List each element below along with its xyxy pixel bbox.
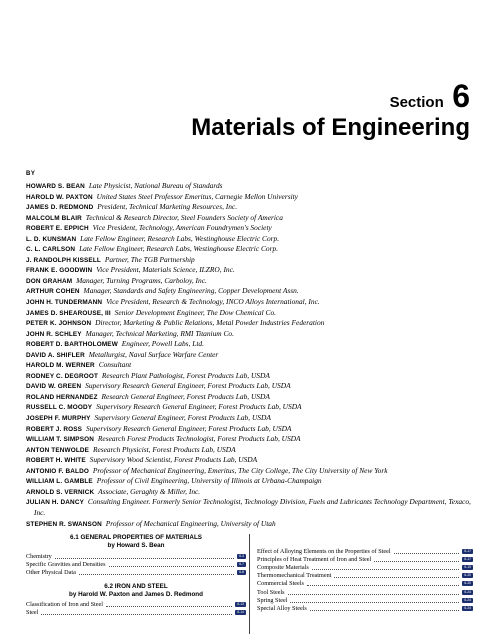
- contributor-name: JAMES D. REDMOND: [26, 204, 94, 212]
- contributor-name: DON GRAHAM: [26, 277, 73, 285]
- contributor-role: Professor of Mechanical Engineering, University of Utah: [105, 518, 276, 528]
- contributor-entry: [26, 255, 476, 266]
- page-link-button[interactable]: 6-14: [237, 610, 244, 615]
- toc-entry-label: Other Physical Data: [26, 568, 76, 576]
- contributor-role: Manager, Technical Marketing, RMI Titanium Co.: [85, 328, 234, 338]
- contributor-role: Late Fellow Engineer, Research Labs, Westinghouse Electric Corp.: [80, 233, 280, 243]
- contributor-entry: [26, 402, 476, 413]
- contributor-name: MALCOLM BLAIR: [26, 214, 82, 222]
- toc-entry[interactable]: [26, 560, 246, 568]
- contributor-role: Research General Engineer, Forest Products Lab, USDA: [101, 391, 270, 401]
- dot-leader: [307, 581, 459, 586]
- contributor-entry: [26, 476, 476, 487]
- contributor-name: DAVID A. SHIFLER: [26, 351, 85, 359]
- page-link-button[interactable]: 6-13: [237, 602, 244, 607]
- toc-entry-label: Steel: [26, 609, 39, 617]
- contributor-entry: [26, 265, 476, 276]
- contributor-role: Metallurgist, Naval Surface Warfare Center: [88, 349, 219, 359]
- contributor-role: Consultant: [98, 360, 132, 370]
- contributor-entry: [26, 308, 476, 319]
- section-label: Section: [389, 94, 444, 111]
- contributor-role: Professor of Civil Engineering, University of Illinois at Urbana-Champaign: [96, 476, 322, 486]
- contributor-entry: [26, 371, 476, 382]
- contributor-entry: [26, 381, 476, 392]
- contributor-entry: [26, 329, 476, 340]
- toc-entry-label: Effect of Alloying Elements on the Properties of Steel: [257, 547, 391, 555]
- contributor-name: L. D. KUNSMAN: [26, 235, 77, 243]
- contributor-name: ROBERT H. WHITE: [26, 457, 86, 465]
- toc-entry[interactable]: [26, 552, 246, 560]
- toc-entry[interactable]: [26, 601, 246, 609]
- contributor-role: Director, Marketing & Public Relations, Metal Powder Industries Federation: [95, 318, 325, 328]
- toc-section-heading: 6.1 GENERAL PROPERTIES OF MATERIALS: [69, 534, 203, 541]
- contributor-role: Technical & Research Director, Steel Founders Society of America: [85, 212, 283, 222]
- contributor-role: Professor of Mechanical Engineering, Emeritus, The City College, The City University of New York: [92, 465, 388, 475]
- contributor-entry: [26, 192, 476, 203]
- contributor-entry: [26, 360, 476, 371]
- by-label: BY: [26, 171, 36, 177]
- contributor-name: JOSEPH F. MURPHY: [26, 415, 91, 423]
- contributor-name: JAMES D. SHEAROUSE, III: [26, 309, 111, 317]
- toc-entry-label: Specific Gravities and Densities: [26, 560, 106, 568]
- contributor-role: Late Fellow Engineer, Research Labs, Westinghouse Electric Corp.: [79, 244, 279, 254]
- contributor-entry: [26, 424, 476, 435]
- contributor-entry: [26, 519, 476, 530]
- contributor-entry: [26, 213, 476, 224]
- dot-leader: [394, 549, 460, 554]
- toc-entry-label: Tool Steels: [257, 588, 285, 596]
- contributor-role: Supervisory General Engineer, Forest Products Lab, USDA: [94, 413, 271, 423]
- toc-entries: [26, 552, 246, 577]
- page-link-button[interactable]: 6-3: [239, 553, 244, 558]
- contributor-name: WILLIAM L. GAMBLE: [26, 478, 93, 486]
- contributor-role: Research Plant Pathologist, Forest Products Lab, USDA: [101, 370, 270, 380]
- dot-leader: [290, 598, 459, 603]
- page-link-button[interactable]: 6-20: [464, 581, 471, 586]
- contributor-name: JOHN R. SCHLEY: [26, 330, 82, 338]
- section-heading: [390, 78, 470, 115]
- page-link-button[interactable]: 6-24: [464, 597, 471, 602]
- contributor-role: Research Physicist, Forest Products Lab, USDA: [92, 444, 236, 454]
- toc-entry-label: Commercial Steels: [257, 580, 304, 588]
- contributor-role: Supervisory Wood Scientist, Forest Products Lab, USDA: [89, 455, 258, 465]
- dot-leader: [334, 573, 459, 578]
- contributor-role: Vice President, Materials Science, ILZRO, Inc.: [96, 265, 235, 275]
- contributor-entry: [26, 392, 476, 403]
- contributor-name: HOWARD S. BEAN: [26, 183, 85, 190]
- contributor-name: PETER K. JOHNSON: [26, 320, 92, 328]
- toc-section-author: by Harold W. Paxton and James D. Redmond: [68, 590, 203, 598]
- contributor-role: President, Technical Marketing Resources, Inc.: [97, 202, 238, 212]
- dot-leader: [106, 602, 232, 607]
- contributor-entry: [26, 339, 476, 350]
- contributor-list: [26, 181, 476, 529]
- contributor-role: Partner, The TGB Partnership: [104, 254, 195, 264]
- contributor-name: ANTONIO F. BALDO: [26, 467, 89, 475]
- toc-entry[interactable]: [257, 572, 473, 580]
- dot-leader: [310, 606, 460, 611]
- contributor-name: WILLIAM T. SIMPSON: [26, 436, 95, 444]
- page-link-button[interactable]: 6-20: [464, 573, 471, 578]
- contributor-name: J. RANDOLPH KISSELL: [26, 256, 101, 264]
- contributor-entry: [26, 234, 476, 245]
- toc-entry[interactable]: [26, 609, 246, 617]
- contributor-entry: [26, 413, 476, 424]
- contributor-entry: [26, 434, 476, 445]
- contributor-role: Supervisory Research General Engineer, Forest Products Lab, USDA: [85, 423, 292, 433]
- contributor-entry: [26, 497, 476, 518]
- contributor-name: ARNOLD S. VERNICK: [26, 488, 95, 496]
- contributor-name: JOHN H. TUNDERMANN: [26, 299, 103, 307]
- page-link-button[interactable]: 6-17: [464, 548, 471, 553]
- contributor-name: JULIAN H. DANCY: [26, 499, 84, 507]
- contributor-role: Consulting Engineer. Formerly Senior Technologist, Technology Division, Fuels and Lubricants Technology Department, Texaco, Inc.: [34, 497, 471, 517]
- contributor-name: DAVID W. GREEN: [26, 383, 82, 391]
- toc-entry[interactable]: [257, 563, 473, 571]
- toc-entry-label: Classification of Iron and Steel: [26, 601, 103, 609]
- toc-entry[interactable]: [257, 555, 473, 563]
- contributor-role: United States Steel Professor Emeritus, Carnegie Mellon University: [96, 191, 298, 201]
- contributor-name: RUSSELL C. MOODY: [26, 404, 93, 412]
- contributor-role: Manager, Standards and Safety Engineering, Copper Development Assn.: [83, 286, 299, 296]
- page-link-button[interactable]: 6-17: [464, 556, 471, 561]
- dot-leader: [374, 557, 459, 562]
- contributor-name: HAROLD M. WERNER: [26, 362, 95, 370]
- dot-leader: [41, 610, 232, 615]
- toc-entry-label: Chemistry: [26, 552, 52, 560]
- contributor-entry: [26, 244, 476, 255]
- toc-entry[interactable]: [257, 547, 473, 555]
- contributor-role: Supervisory Research General Engineer, Forest Products Lab, USDA: [96, 402, 302, 412]
- toc-entry[interactable]: [257, 588, 473, 596]
- dot-leader: [312, 565, 460, 570]
- dot-leader: [288, 590, 460, 595]
- contributor-role: Research Forest Products Technologist, Forest Products Lab, USDA: [97, 434, 301, 444]
- page-link-button[interactable]: 6-7: [239, 561, 244, 566]
- toc-entry-label: Special Alloy Steels: [257, 604, 307, 612]
- page-link-button[interactable]: 6-19: [464, 564, 471, 569]
- contributor-entry: [26, 455, 476, 466]
- contributor-entry: [26, 202, 476, 213]
- toc-entry-label: Principles of Heat Treatment of Iron and Steel: [257, 555, 372, 563]
- contributor-name: HAROLD W. PAXTON: [26, 193, 93, 201]
- contributor-entry: [26, 223, 476, 234]
- column-divider: [249, 534, 250, 634]
- dot-leader: [109, 562, 235, 567]
- contributor-entry: [26, 297, 476, 308]
- toc-section-author: by Howard S. Bean: [107, 542, 165, 549]
- toc-right-column: [257, 547, 473, 613]
- contributor-name: C. L. CARLSON: [26, 246, 76, 254]
- contributor-name: STEPHEN R. SWANSON: [26, 520, 102, 528]
- contributor-name: ARTHUR COHEN: [26, 288, 80, 296]
- contributor-entry: [26, 286, 476, 297]
- toc-entries: [26, 601, 246, 617]
- contributor-role: Manager, Turning Programs, Carboloy, Inc.: [76, 275, 207, 285]
- contributor-name: ROBERT J. ROSS: [26, 425, 83, 433]
- contributor-entry: [26, 318, 476, 329]
- toc-entry-label: Thermomechanical Treatment: [257, 572, 332, 580]
- page-title: Materials of Engineering: [191, 114, 470, 141]
- toc-left-column: [26, 534, 246, 617]
- contributor-entry: [26, 276, 476, 287]
- contributor-name: ANTON TENWOLDE: [26, 446, 90, 454]
- section-number: 6: [452, 78, 470, 114]
- toc-entry[interactable]: [257, 604, 473, 612]
- toc-entry[interactable]: [257, 580, 473, 588]
- contributor-role: Associate, Geraghty & Miller, Inc.: [98, 486, 201, 496]
- contributor-entry: [26, 487, 476, 498]
- contributor-role: Supervisory Research General Engineer, Forest Products Lab, USDA: [85, 381, 291, 391]
- contributor-name: RODNEY C. DEGROOT: [26, 372, 99, 380]
- contributor-role: Vice President, Research & Technology, INCO Alloys International, Inc.: [106, 297, 320, 307]
- contributor-role: Senior Development Engineer, The Dow Chemical Co.: [114, 307, 277, 317]
- contributor-entry: [26, 466, 476, 477]
- contributor-name: FRANK E. GOODWIN: [26, 267, 93, 275]
- contributor-role: Late Physicist, National Bureau of Standards: [88, 181, 223, 190]
- toc-entry-label: Composite Materials: [257, 563, 309, 571]
- contributor-role: Vice President, Technology, American Foundrymen's Society: [92, 223, 272, 233]
- contributor-name: ROBERT D. BARTHOLOMEW: [26, 341, 118, 349]
- page-link-button[interactable]: 6-8: [239, 569, 244, 574]
- toc-entry-label: Spring Steel: [257, 596, 288, 604]
- toc-entry[interactable]: [26, 568, 246, 576]
- dot-leader: [55, 554, 234, 559]
- contributor-entry: [26, 181, 476, 192]
- dot-leader: [79, 570, 234, 575]
- toc-entry[interactable]: [257, 596, 473, 604]
- page-link-button[interactable]: 6-24: [464, 605, 471, 610]
- contributor-entry: [26, 350, 476, 361]
- contributor-name: ROLAND HERNANDEZ: [26, 393, 98, 401]
- page-link-button[interactable]: 6-24: [464, 589, 471, 594]
- toc-section-heading: 6.2 IRON AND STEEL: [104, 582, 168, 590]
- contributor-role: Engineer, Powell Labs, Ltd.: [121, 339, 204, 349]
- contributor-name: ROBERT E. EPPICH: [26, 225, 89, 233]
- contributor-entry: [26, 445, 476, 456]
